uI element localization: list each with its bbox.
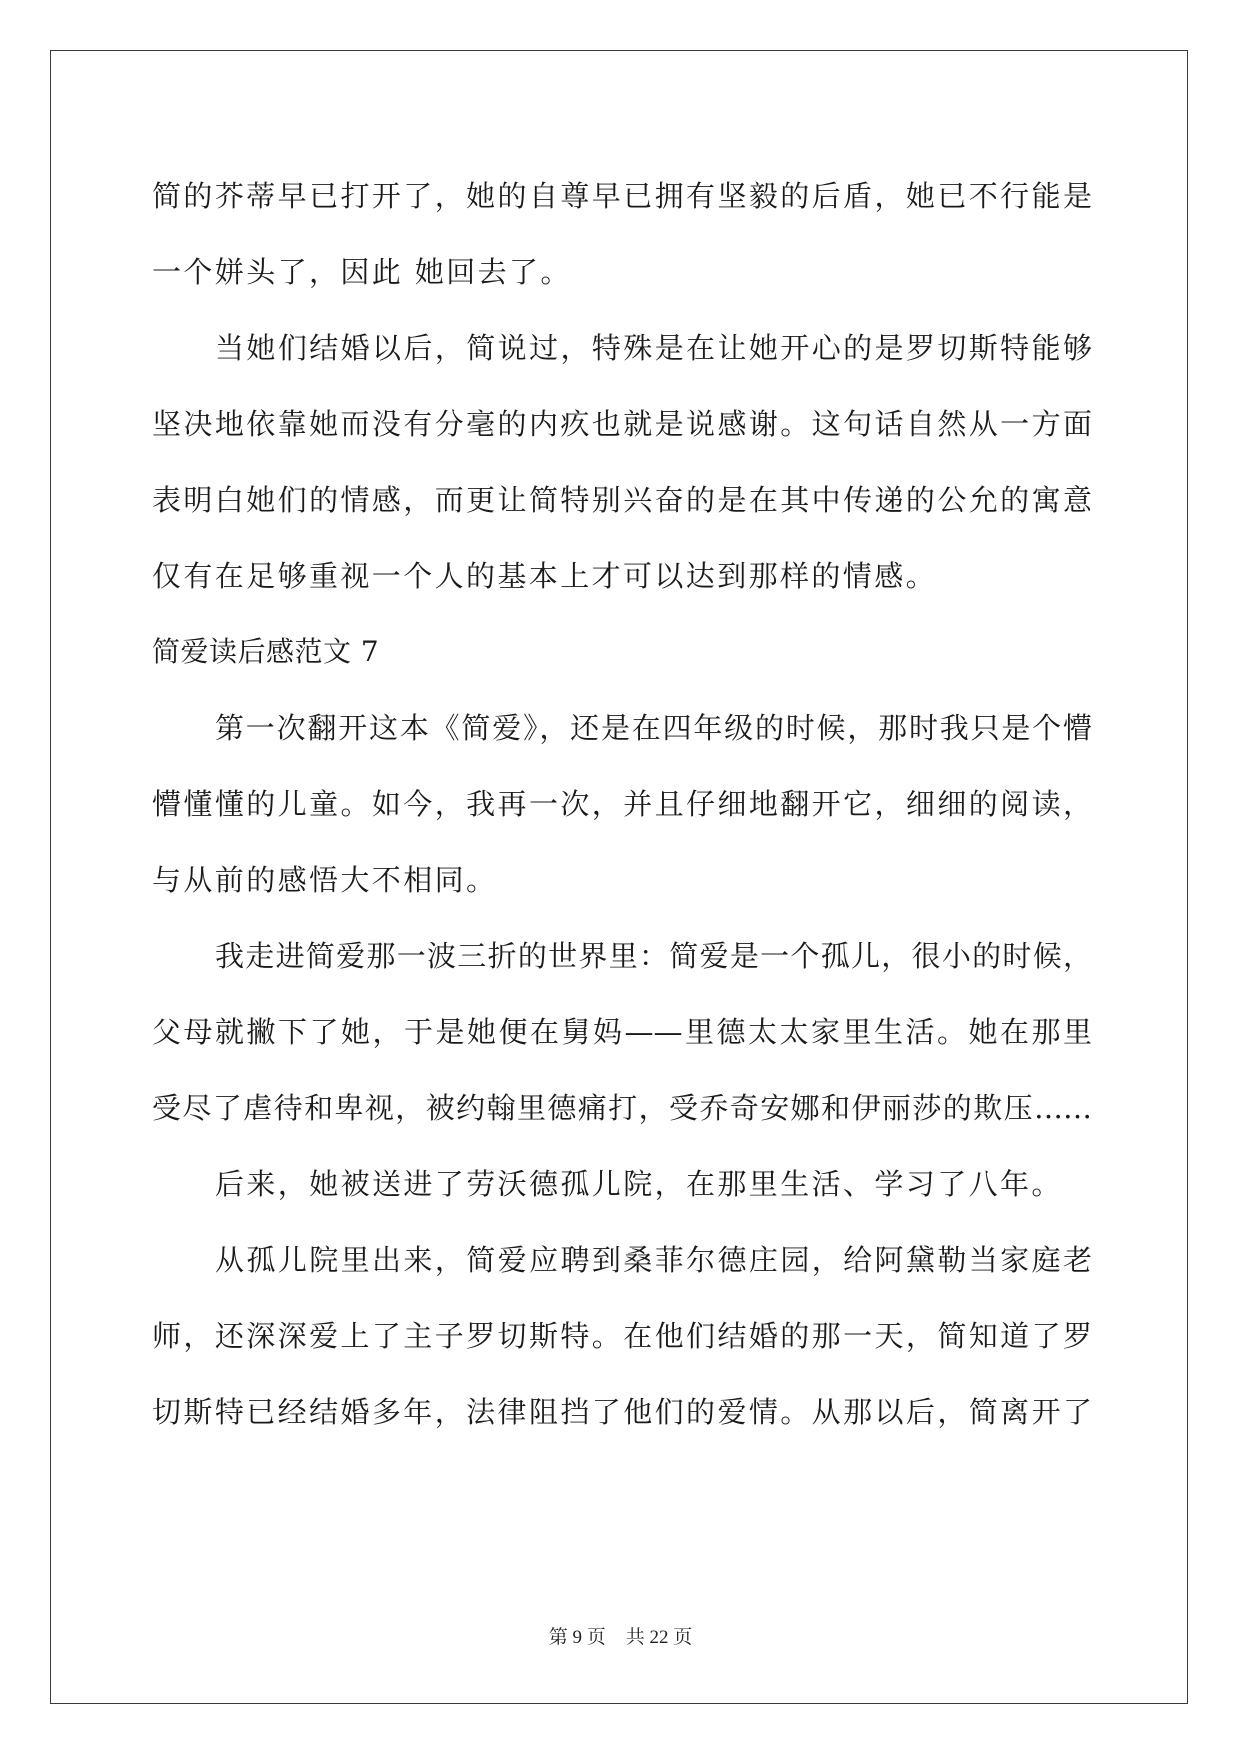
paragraph-line: 表明白她们的情感，而更让简特别兴奋的是在其中传递的公允的寓意 bbox=[152, 483, 1092, 517]
paragraph-line: 从孤儿院里出来，简爱应聘到桑菲尔德庄园，给阿黛勒当家庭老 bbox=[215, 1243, 1092, 1277]
paragraph-line: 当她们结婚以后，简说过，特殊是在让她开心的是罗切斯特能够 bbox=[215, 331, 1092, 365]
paragraph-line: 后来，她被送进了劳沃德孤儿院，在那里生活、学习了八年。 bbox=[215, 1167, 1063, 1201]
paragraph-line: 坚决地依靠她而没有分毫的内疚也就是说感谢。这句话自然从一方面 bbox=[152, 407, 1092, 441]
page-number: 第 9 页 bbox=[548, 1627, 606, 1648]
paragraph-line: 仅有在足够重视一个人的基本上才可以达到那样的情感。 bbox=[152, 559, 938, 593]
paragraph-line: 简的芥蒂早已打开了，她的自尊早已拥有坚毅的后盾，她已不行能是 bbox=[152, 179, 1092, 213]
paragraph-line: 受尽了虐待和卑视，被约翰里德痛打，受乔奇安娜和伊丽莎的欺压…… bbox=[152, 1091, 1092, 1125]
paragraph-line: 切斯特已经结婚多年，法律阻挡了他们的爱情。从那以后，简离开了 bbox=[152, 1395, 1092, 1429]
paragraph-line: 一个姘头了，因此 她回去了。 bbox=[152, 255, 572, 289]
document-body bbox=[152, 158, 1092, 1450]
paragraph-line: 第一次翻开这本《简爱》，还是在四年级的时候，那时我只是个懵 bbox=[215, 711, 1092, 745]
paragraph-line: 师，还深深爱上了主子罗切斯特。在他们结婚的那一天，简知道了罗 bbox=[152, 1319, 1092, 1353]
paragraph-line: 我走进简爱那一波三折的世界里：简爱是一个孤儿，很小的时候， bbox=[215, 939, 1092, 973]
section-heading: 简爱读后感范文 7 bbox=[152, 635, 380, 668]
paragraph-line: 与从前的感悟大不相同。 bbox=[152, 863, 498, 897]
paragraph-line: 父母就撇下了她，于是她便在舅妈——里德太太家里生活。她在那里 bbox=[152, 1015, 1092, 1049]
page-footer bbox=[0, 1622, 1241, 1649]
page-total: 共 22 页 bbox=[625, 1627, 693, 1648]
paragraph-line: 懵懂懂的儿童。如今，我再一次，并且仔细地翻开它，细细的阅读， bbox=[152, 787, 1092, 821]
